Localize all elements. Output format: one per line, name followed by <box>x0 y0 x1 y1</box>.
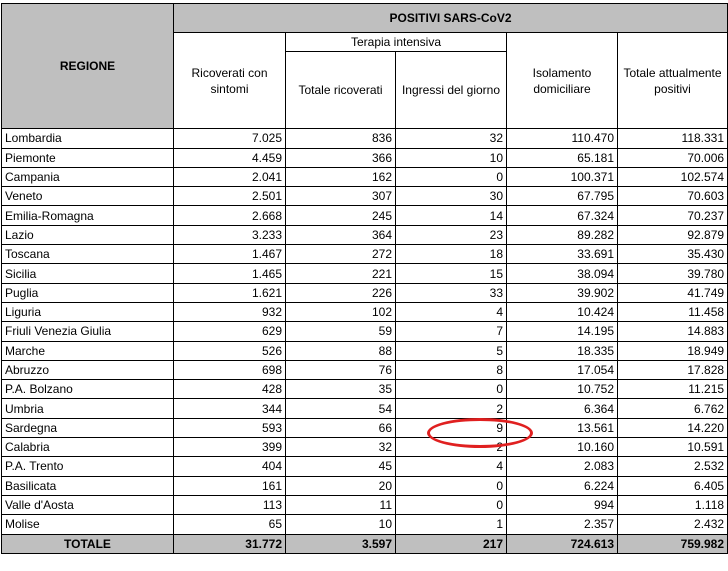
ricoverati-cell: 428 <box>174 380 286 399</box>
ricoverati-cell: 113 <box>174 495 286 514</box>
ingressi-cell: 1 <box>396 515 507 534</box>
totale-ricoverati-cell: 366 <box>286 148 396 167</box>
table-row <box>2 283 728 302</box>
totale-ricoverati-cell: 11 <box>286 495 396 514</box>
totale-ricoverati-cell: 307 <box>286 187 396 206</box>
isolamento-cell: 994 <box>507 495 618 514</box>
isolamento-cell: 18.335 <box>507 341 618 360</box>
region-cell: Toscana <box>2 245 174 264</box>
totale-ricoverati-cell: 45 <box>286 457 396 476</box>
totals-ingressi: 217 <box>396 534 507 553</box>
region-cell: Lombardia <box>2 129 174 148</box>
region-cell: Piemonte <box>2 148 174 167</box>
totale-positivi-cell: 2.432 <box>618 515 728 534</box>
ricoverati-header: Ricoverati con sintomi <box>174 33 286 129</box>
totals-totale-ricoverati: 3.597 <box>286 534 396 553</box>
isolamento-cell: 110.470 <box>507 129 618 148</box>
totale-positivi-cell: 18.949 <box>618 341 728 360</box>
region-cell: Calabria <box>2 438 174 457</box>
ingressi-header: Ingressi del giorno <box>396 52 507 129</box>
table-row <box>2 515 728 534</box>
ingressi-cell: 10 <box>396 148 507 167</box>
ricoverati-cell: 593 <box>174 418 286 437</box>
ricoverati-cell: 4.459 <box>174 148 286 167</box>
ricoverati-cell: 161 <box>174 476 286 495</box>
totale-ricoverati-cell: 88 <box>286 341 396 360</box>
region-cell: Emilia-Romagna <box>2 206 174 225</box>
table-row <box>2 495 728 514</box>
totale-positivi-cell: 92.879 <box>618 225 728 244</box>
totale-ricoverati-cell: 102 <box>286 302 396 321</box>
totale-ricoverati-cell: 20 <box>286 476 396 495</box>
ricoverati-cell: 526 <box>174 341 286 360</box>
ricoverati-cell: 7.025 <box>174 129 286 148</box>
region-cell: Basilicata <box>2 476 174 495</box>
isolamento-cell: 100.371 <box>507 167 618 186</box>
totale-ricoverati-cell: 221 <box>286 264 396 283</box>
table-row <box>2 187 728 206</box>
ingressi-cell: 4 <box>396 302 507 321</box>
ingressi-cell: 0 <box>396 495 507 514</box>
ingressi-cell: 0 <box>396 476 507 495</box>
totale-positivi-cell: 2.532 <box>618 457 728 476</box>
totale-ricoverati-cell: 35 <box>286 380 396 399</box>
ricoverati-cell: 2.041 <box>174 167 286 186</box>
totals-row <box>2 534 728 553</box>
totale-ricoverati-cell: 836 <box>286 129 396 148</box>
totale-positivi-cell: 70.237 <box>618 206 728 225</box>
totale-positivi-cell: 41.749 <box>618 283 728 302</box>
totale-positivi-cell: 11.215 <box>618 380 728 399</box>
region-cell: Lazio <box>2 225 174 244</box>
totale-positivi-cell: 14.220 <box>618 418 728 437</box>
isolamento-cell: 33.691 <box>507 245 618 264</box>
isolamento-cell: 39.902 <box>507 283 618 302</box>
table-row <box>2 418 728 437</box>
totals-ricoverati: 31.772 <box>174 534 286 553</box>
isolamento-header: Isolamento domiciliare <box>507 33 618 129</box>
totale-positivi-cell: 10.591 <box>618 438 728 457</box>
table-row <box>2 399 728 418</box>
isolamento-cell: 10.752 <box>507 380 618 399</box>
totale-positivi-cell: 70.006 <box>618 148 728 167</box>
region-cell: P.A. Trento <box>2 457 174 476</box>
region-cell: Molise <box>2 515 174 534</box>
totale-positivi-cell: 70.603 <box>618 187 728 206</box>
ricoverati-cell: 2.501 <box>174 187 286 206</box>
totale-ricoverati-cell: 245 <box>286 206 396 225</box>
table-row <box>2 302 728 321</box>
ricoverati-cell: 1.621 <box>174 283 286 302</box>
table-row <box>2 167 728 186</box>
table-row <box>2 322 728 341</box>
table-row <box>2 245 728 264</box>
table-row <box>2 129 728 148</box>
ricoverati-cell: 344 <box>174 399 286 418</box>
ingressi-cell: 30 <box>396 187 507 206</box>
ingressi-cell: 14 <box>396 206 507 225</box>
region-cell: Sardegna <box>2 418 174 437</box>
totale-positivi-cell: 118.331 <box>618 129 728 148</box>
region-cell: Valle d'Aosta <box>2 495 174 514</box>
isolamento-cell: 65.181 <box>507 148 618 167</box>
region-cell: Campania <box>2 167 174 186</box>
totals-totale-positivi: 759.982 <box>618 534 728 553</box>
region-cell: Friuli Venezia Giulia <box>2 322 174 341</box>
ricoverati-cell: 1.467 <box>174 245 286 264</box>
region-cell: Puglia <box>2 283 174 302</box>
table-row <box>2 457 728 476</box>
totale-positivi-cell: 1.118 <box>618 495 728 514</box>
ingressi-cell: 32 <box>396 129 507 148</box>
ricoverati-cell: 404 <box>174 457 286 476</box>
ingressi-cell: 2 <box>396 438 507 457</box>
ingressi-cell: 9 <box>396 418 507 437</box>
totale-positivi-cell: 39.780 <box>618 264 728 283</box>
region-header: REGIONE <box>2 4 174 129</box>
totale-positivi-cell: 35.430 <box>618 245 728 264</box>
ricoverati-cell: 629 <box>174 322 286 341</box>
ingressi-cell: 2 <box>396 399 507 418</box>
ricoverati-cell: 932 <box>174 302 286 321</box>
totale-ricoverati-cell: 364 <box>286 225 396 244</box>
ingressi-cell: 0 <box>396 167 507 186</box>
region-cell: Sicilia <box>2 264 174 283</box>
ingressi-cell: 33 <box>396 283 507 302</box>
isolamento-cell: 2.083 <box>507 457 618 476</box>
table-row <box>2 438 728 457</box>
ingressi-cell: 18 <box>396 245 507 264</box>
table-row <box>2 380 728 399</box>
region-cell: Marche <box>2 341 174 360</box>
totale-ricoverati-cell: 76 <box>286 360 396 379</box>
isolamento-cell: 17.054 <box>507 360 618 379</box>
ricoverati-cell: 698 <box>174 360 286 379</box>
totale-positivi-cell: 6.762 <box>618 399 728 418</box>
ingressi-cell: 7 <box>396 322 507 341</box>
ingressi-cell: 5 <box>396 341 507 360</box>
totale-positivi-cell: 6.405 <box>618 476 728 495</box>
ricoverati-cell: 65 <box>174 515 286 534</box>
terapia-header: Terapia intensiva <box>286 33 507 52</box>
region-cell: Veneto <box>2 187 174 206</box>
totale-ricoverati-cell: 32 <box>286 438 396 457</box>
isolamento-cell: 13.561 <box>507 418 618 437</box>
table-row <box>2 264 728 283</box>
region-cell: P.A. Bolzano <box>2 380 174 399</box>
totale-ricoverati-header: Totale ricoverati <box>286 52 396 129</box>
totale-positivi-cell: 11.458 <box>618 302 728 321</box>
table-title: POSITIVI SARS-CoV2 <box>174 4 728 33</box>
totale-ricoverati-cell: 226 <box>286 283 396 302</box>
isolamento-cell: 38.094 <box>507 264 618 283</box>
isolamento-cell: 89.282 <box>507 225 618 244</box>
region-cell: Umbria <box>2 399 174 418</box>
isolamento-cell: 10.160 <box>507 438 618 457</box>
isolamento-cell: 67.324 <box>507 206 618 225</box>
totale-positivi-cell: 14.883 <box>618 322 728 341</box>
ingressi-cell: 0 <box>396 380 507 399</box>
table-row <box>2 341 728 360</box>
ricoverati-cell: 399 <box>174 438 286 457</box>
ricoverati-cell: 3.233 <box>174 225 286 244</box>
ingressi-cell: 15 <box>396 264 507 283</box>
totals-isolamento: 724.613 <box>507 534 618 553</box>
totale-ricoverati-cell: 66 <box>286 418 396 437</box>
isolamento-cell: 10.424 <box>507 302 618 321</box>
totale-positivi-cell: 17.828 <box>618 360 728 379</box>
totale-ricoverati-cell: 54 <box>286 399 396 418</box>
region-cell: Liguria <box>2 302 174 321</box>
title-row <box>2 4 728 33</box>
table-row <box>2 148 728 167</box>
totals-label: TOTALE <box>2 534 174 553</box>
totale-ricoverati-cell: 162 <box>286 167 396 186</box>
isolamento-cell: 14.195 <box>507 322 618 341</box>
isolamento-cell: 2.357 <box>507 515 618 534</box>
totale-ricoverati-cell: 10 <box>286 515 396 534</box>
isolamento-cell: 6.364 <box>507 399 618 418</box>
ingressi-cell: 8 <box>396 360 507 379</box>
region-cell: Abruzzo <box>2 360 174 379</box>
ingressi-cell: 23 <box>396 225 507 244</box>
totale-ricoverati-cell: 59 <box>286 322 396 341</box>
isolamento-cell: 6.224 <box>507 476 618 495</box>
ingressi-cell: 4 <box>396 457 507 476</box>
totale-positivi-cell: 102.574 <box>618 167 728 186</box>
table-body <box>2 129 728 534</box>
covid-table <box>1 3 728 554</box>
totale-ricoverati-cell: 272 <box>286 245 396 264</box>
ricoverati-cell: 2.668 <box>174 206 286 225</box>
table-row <box>2 225 728 244</box>
table-row <box>2 476 728 495</box>
table-row <box>2 206 728 225</box>
ricoverati-cell: 1.465 <box>174 264 286 283</box>
table-row <box>2 360 728 379</box>
isolamento-cell: 67.795 <box>507 187 618 206</box>
totale-positivi-header: Totale attualmente positivi <box>618 33 728 129</box>
